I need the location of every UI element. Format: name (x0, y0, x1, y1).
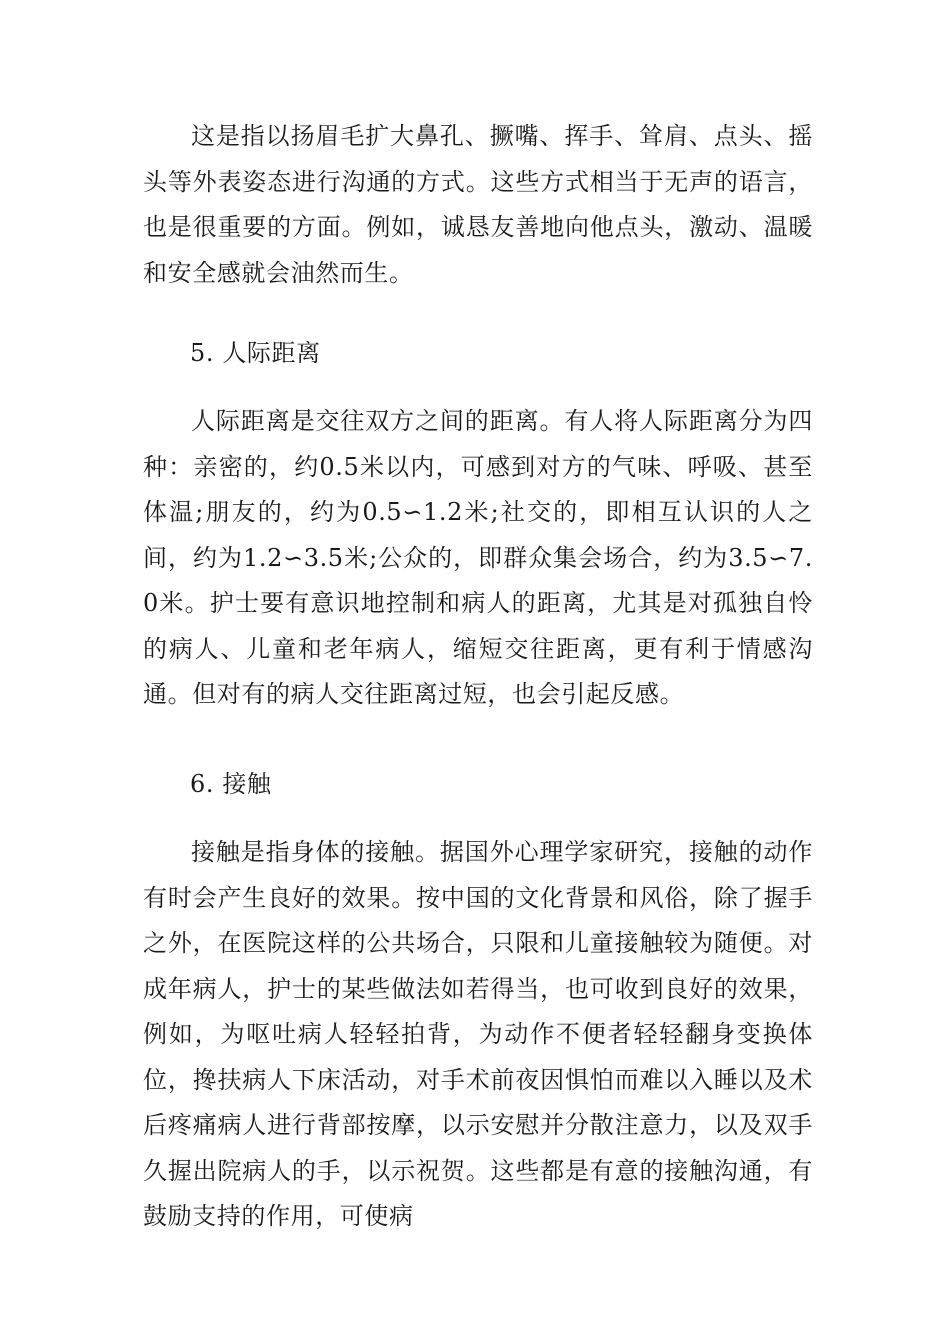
section-heading-contact: 6. 接触 (190, 770, 272, 798)
paragraph-interpersonal-distance: 人际距离是交往双方之间的距离。有人将人际距离分为四种：亲密的，约0.5米以内，可感到对方的气味、呼吸、甚至体温;朋友的，约为0.5∽1.2米;社交的，即相互认识的人之间，约为1.2∽3.5米;公众的，即群众集会场合，约为3.5∽7.0米。护士要有意识地控制和病人的距离，尤其是对孤独自怜的病人、儿童和老年病人，缩短交往距离，更有利于情感沟通。但对有的病人交往距离过短，也会引起反感。 (143, 407, 813, 708)
paragraph-body-language: 这是指以扬眉毛扩大鼻孔、撅嘴、挥手、耸肩、点头、摇头等外表姿态进行沟通的方式。这些方式相当于无声的语言，也是很重要的方面。例如，诚恳友善地向他点头，激动、温暖和安全感就会油然而生。 (143, 122, 813, 287)
paragraph-contact: 接触是指身体的接触。据国外心理学家研究，接触的动作有时会产生良好的效果。按中国的文化背景和风俗，除了握手之外，在医院这样的公共场合，只限和儿童接触较为随便。对成年病人，护士的某些做法如若得当，也可收到良好的效果，例如，为呕吐病人轻轻拍背，为动作不便者轻轻翻身变换体位，搀扶病人下床活动，对手术前夜因惧怕而难以入睡以及术后疼痛病人进行背部按摩，以示安慰并分散注意力，以及双手久握出院病人的手，以示祝贺。这些都是有意的接触沟通，有鼓励支持的作用，可使病 (143, 838, 813, 1230)
section-heading-interpersonal-distance: 5. 人际距离 (190, 339, 321, 367)
